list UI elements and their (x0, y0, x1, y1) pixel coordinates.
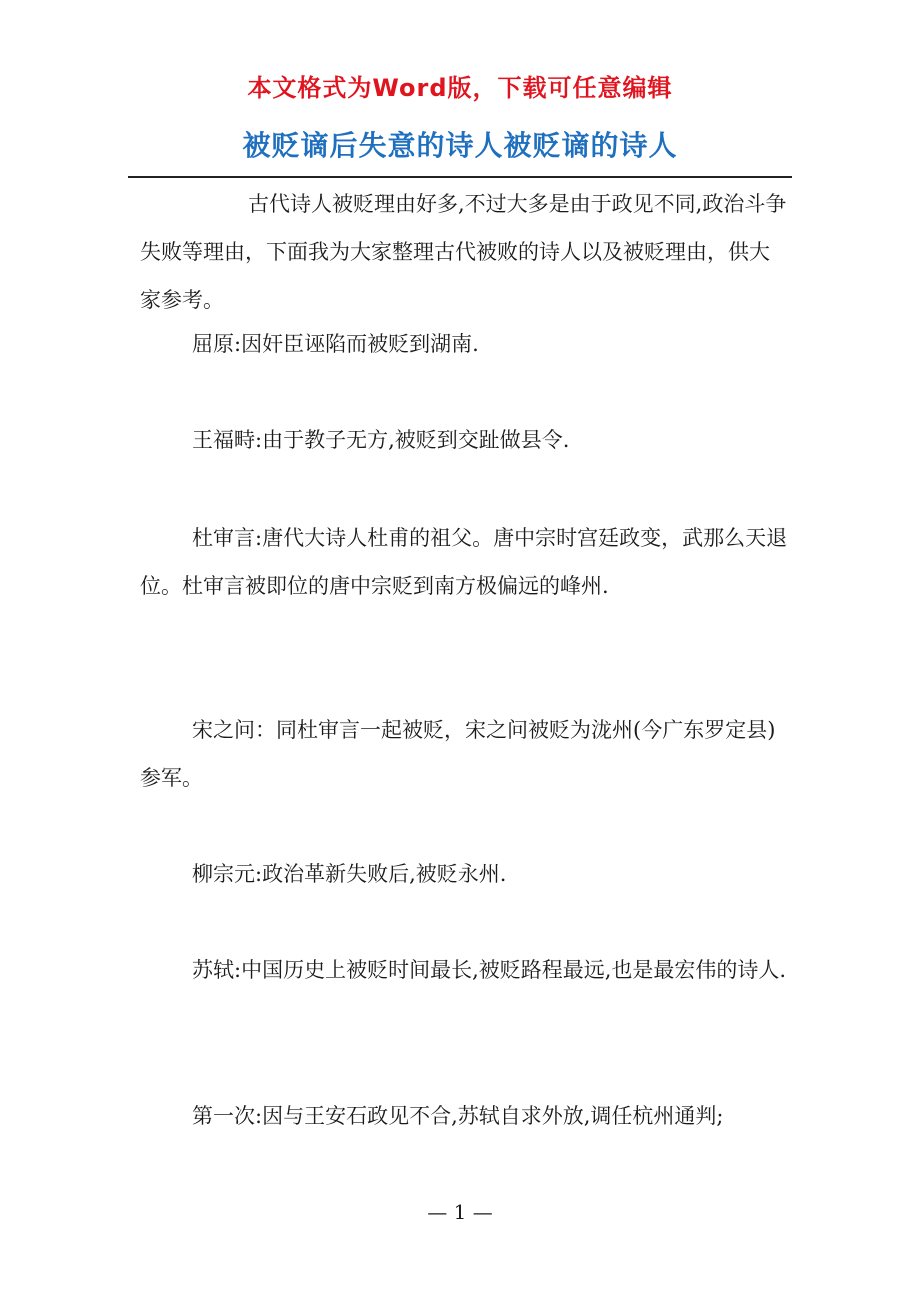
page-number: — 1 — (427, 1200, 493, 1224)
intro-paragraph: 古代诗人被贬理由好多,不过大多是由于政见不同,政治斗争失败等理由，下面我为大家整理古代被败的诗人以及被贬理由，供大家参考。 (140, 192, 787, 312)
paragraph-songzhiwen: 宋之问：同杜审言一起被贬，宋之问被贬为泷州(今广东罗定县)参军。 (140, 718, 776, 790)
paragraph-sushi: 苏轼:中国历史上被贬时间最长,被贬路程最远,也是最宏伟的诗人. (192, 958, 787, 982)
paragraph-quyuan: 屈原:因奸臣诬陷而被贬到湖南. (192, 332, 479, 356)
page-title: 被贬谪后失意的诗人被贬谪的诗人 (242, 129, 678, 162)
paragraph-dushenyan: 杜审言:唐代大诗人杜甫的祖父。唐中宗时宫廷政变，武那么天退位。杜审言被即位的唐中宗贬到南方极偏远的峰州. (140, 526, 788, 598)
paragraph-first-exile: 第一次:因与王安石政见不合,苏轼自求外放,调任杭州通判; (192, 1104, 724, 1128)
format-banner: 本文格式为Word版，下载可任意编辑 (247, 74, 673, 102)
paragraph-wangfuzhi: 王福畤:由于教子无方,被贬到交趾做县令. (192, 428, 570, 452)
header-divider (128, 176, 792, 178)
paragraph-liuzongyuan: 柳宗元:政治革新失败后,被贬永州. (192, 862, 507, 886)
